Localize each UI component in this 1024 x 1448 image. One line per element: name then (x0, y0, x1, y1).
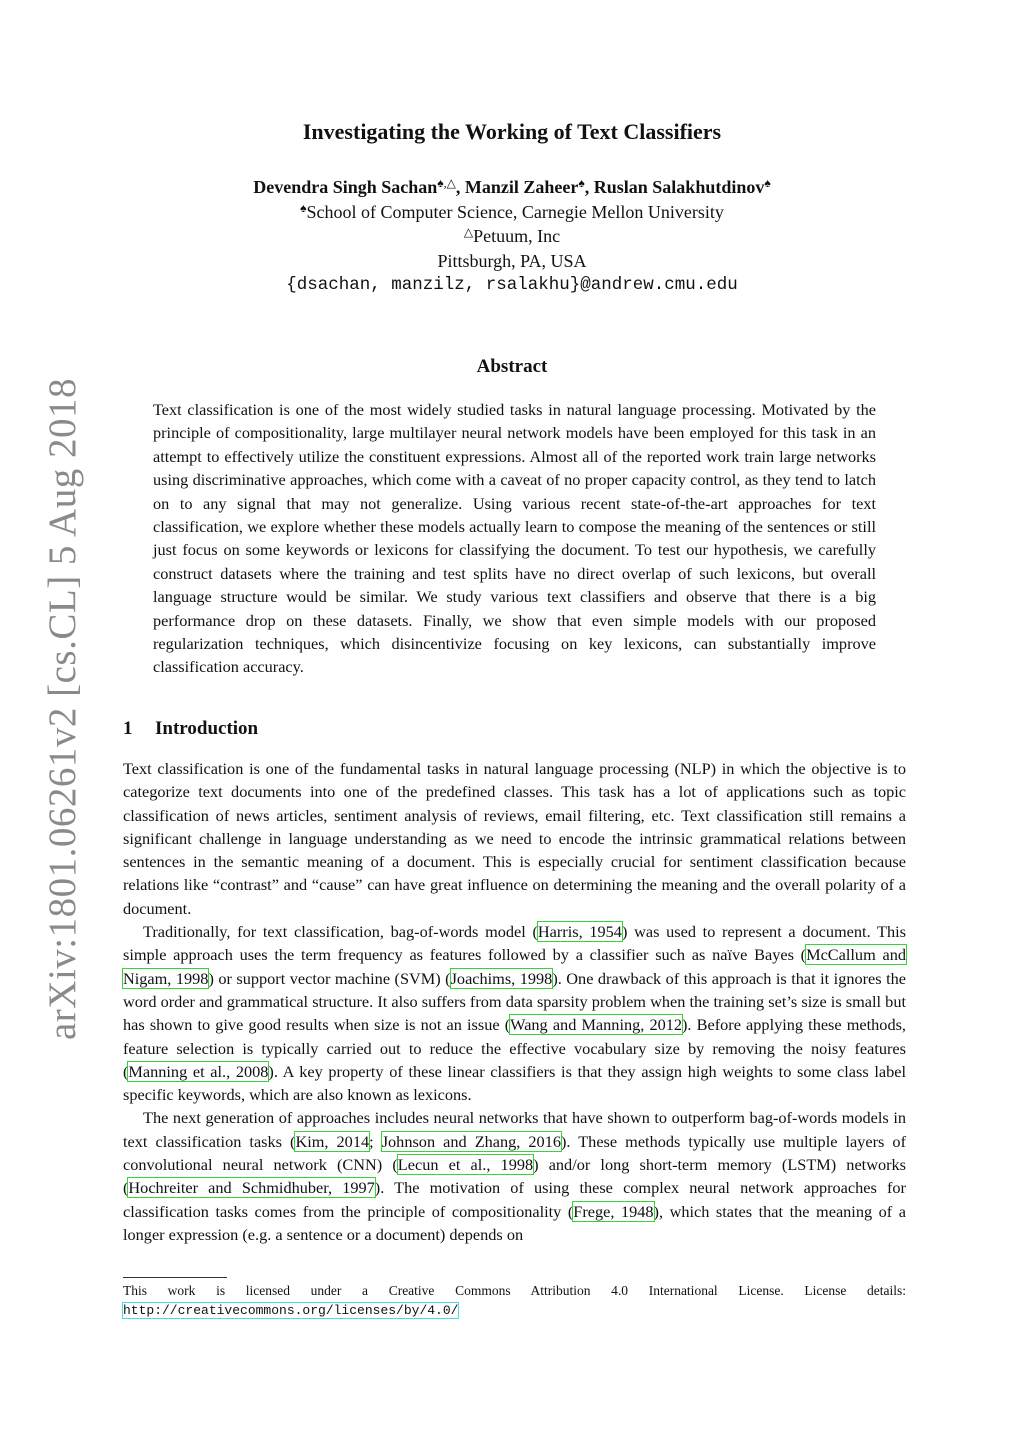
author-block (0, 175, 1024, 298)
text-run: ) and/or long short-term memory (LSTM) networks ( (123, 1155, 906, 1198)
author-name: Ruslan Salakhutdinov (593, 177, 765, 197)
footnote-text: This work is licensed under a Creative Commons Attribution 4.0 International License. License details: (123, 1283, 906, 1298)
citation-link[interactable]: Lecun et al., 1998 (397, 1155, 534, 1175)
paragraph (123, 1106, 906, 1246)
citation-link[interactable]: Harris, 1954 (537, 922, 622, 942)
text-run: ). The motivation of using these complex neural network approaches for classification tasks comes from the principle of compositionality ( (123, 1178, 906, 1221)
citation-link[interactable]: Johnson and Zhang, 2016 (381, 1131, 561, 1151)
author-names (0, 175, 1024, 200)
affiliation-cmu (0, 200, 1024, 225)
text-run: ) was used to represent a document. This simple approach uses the term frequency as features followed by a classifier such as naïve Bayes ( (123, 922, 907, 965)
affil-mark: △ (463, 225, 474, 239)
affiliation-petuum (0, 224, 1024, 249)
author-location: Pittsburgh, PA, USA (437, 250, 587, 271)
affiliation-text: School of Computer Science, Carnegie Mellon University (306, 201, 724, 222)
section-title: Introduction (155, 718, 259, 739)
abstract-text: Text classification is one of the most widely studied tasks in natural language processing. Motivated by the principle of compositionality, large multilayer neural network models have been employed for this task in an attempt to effectively utilize the constituent expressions. Almost all of the reported work train large networks using discriminative approaches, which come with a caveat of no proper capacity control, as they tend to latch on to any signal that may not generalize. Using various recent state-of-the-art approaches for text classification, we explore whether these models actually learn to compose the meaning of the sentences or still just focus on some keywords or lexicons for classifying the document. To test our hypothesis, we carefully construct datasets where the training and test splits have no direct overlap of such lexicons, but overall language structure would be similar. We study various text classifiers and observe that there is a big performance drop on these datasets. Finally, we show that even simple models with our proposed regularization techniques, which disincentivize focusing on key lexicons, can substantially improve classification accuracy. (153, 400, 876, 677)
text-run: ) or support vector machine (SVM) ( (208, 968, 451, 988)
paragraph: Text classification is one of the fundamental tasks in natural language processing (NLP) in which the objective is to categorize text documents into one of the predefined classes. This task has a lot of applications such as topic classification of news articles, sentiment analysis of reviews, email filtering, etc. Text classification still remains a significant challenge in language understanding as we need to encode the intrinsic grammatical relations between sentences in the semantic meaning of a document. This is especially crucial for sentiment classification because relations like “contrast” and “cause” can have great influence on determining the meaning and the overall polarity of a document. (123, 759, 906, 918)
text-run: ), which states that the meaning of a longer expression (e.g. a sentence or a document) depends on (123, 1201, 906, 1244)
paper-title: Investigating the Working of Text Classifiers (302, 119, 722, 144)
arxiv-side-stamp: arXiv:1801.06261v2 [cs.CL] 5 Aug 2018 (41, 378, 84, 1040)
text-run: The next generation of approaches includes neural networks that have shown to outperform bag-of-words models in text classification tasks ( (123, 1108, 906, 1151)
text-run: Traditionally, for text classification, bag-of-words model ( (143, 922, 538, 942)
citation-link[interactable]: Kim, 2014 (295, 1131, 370, 1151)
text-run: ). These methods typically use multiple layers of convolutional neural network (CNN) ( (123, 1131, 906, 1175)
author-separator: , (455, 177, 465, 197)
introduction-body (123, 757, 906, 1246)
license-url-link[interactable]: http://creativecommons.org/licenses/by/4.0/ (123, 1303, 459, 1318)
footnote-divider (123, 1277, 227, 1278)
author-affil-mark: ♠,△ (437, 176, 456, 190)
affiliation-text: Petuum, Inc (473, 226, 561, 246)
citation-link[interactable]: Manning et al., 2008 (128, 1061, 269, 1081)
section-heading-introduction (123, 718, 258, 740)
section-number: 1 (123, 718, 133, 739)
text-run: ). A key property of these linear classifiers is that they assign high weights to some class label specific keywords, which are also known as lexicons. (123, 1061, 906, 1105)
author-affil-mark: ♠ (578, 176, 585, 190)
citation-link[interactable]: McCallum and Nigam, 1998 (123, 945, 906, 988)
author-name: Manzil Zaheer (464, 177, 579, 197)
license-footnote (123, 1281, 906, 1320)
citation-link[interactable]: Frege, 1948 (573, 1201, 654, 1221)
author-separator: , (584, 177, 594, 197)
citation-link[interactable]: Wang and Manning, 2012 (510, 1015, 683, 1035)
paragraph (123, 920, 906, 1106)
text-run: ). Before applying these methods, feature selection is typically carried out to reduce the effective vocabulary size by removing the noisy features ( (123, 1015, 906, 1081)
abstract-heading: Abstract (476, 356, 548, 377)
author-name: Devendra Singh Sachan (253, 177, 438, 197)
citation-link[interactable]: Joachims, 1998 (450, 968, 553, 988)
citation-link[interactable]: Hochreiter and Schmidhuber, 1997 (128, 1178, 375, 1198)
author-affil-mark: ♠ (764, 176, 771, 190)
text-run: ). One drawback of this approach is that it ignores the word order and grammatical structure. It also suffers from data sparsity problem when the training set’s size is small but has shown to give good results when size is not an issue ( (123, 968, 906, 1035)
text-run: ; (369, 1131, 382, 1151)
affil-mark: ♠ (300, 200, 307, 215)
author-emails: {dsachan, manzilz, rsalakhu}@andrew.cmu.edu (286, 275, 738, 295)
